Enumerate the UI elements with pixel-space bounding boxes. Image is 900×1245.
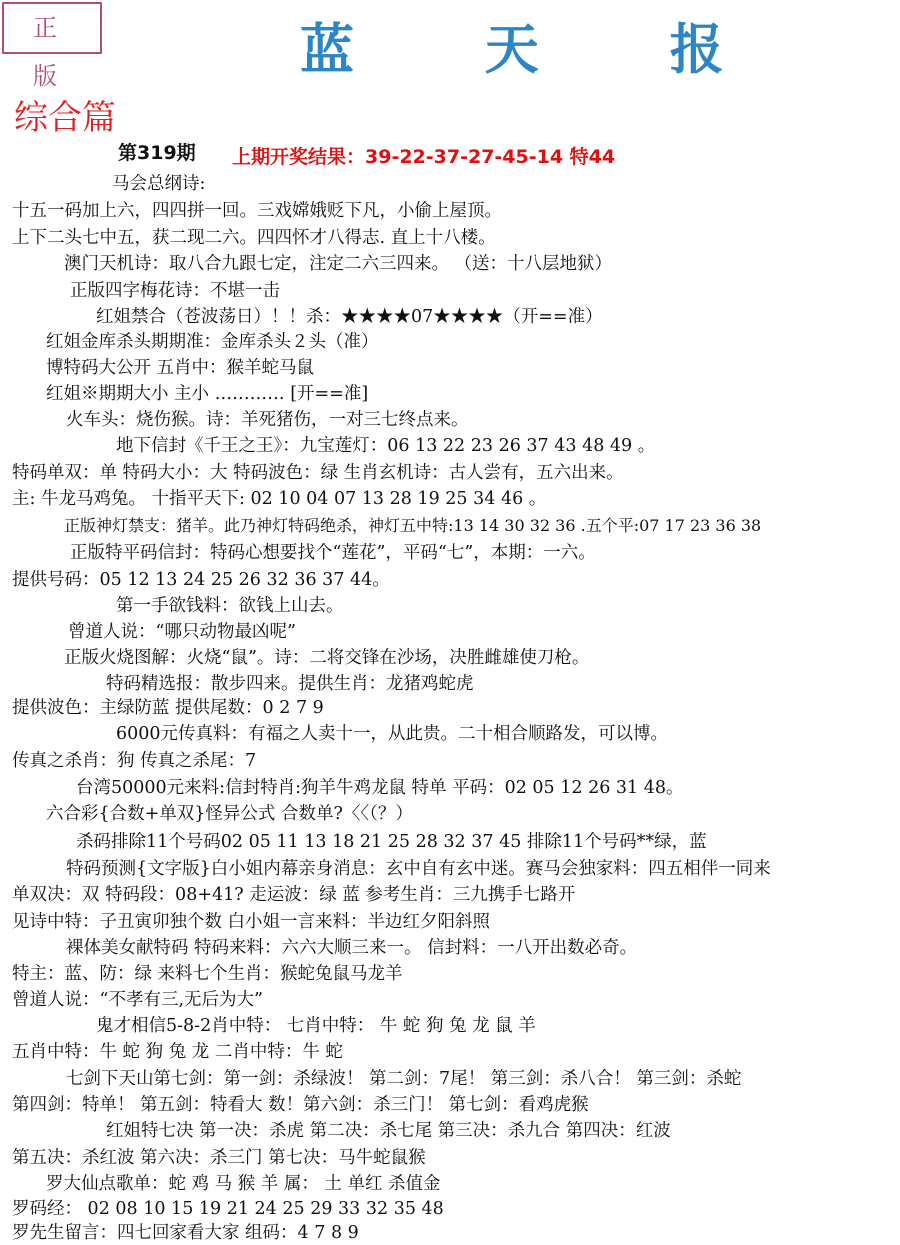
- text-line: 五肖中特：牛 蛇 狗 兔 龙 二肖中特：牛 蛇: [12, 1042, 343, 1062]
- text-line: 特码精选报：散步四来。提供生肖：龙猪鸡蛇虎: [106, 674, 474, 694]
- text-line: 红姐※期期大小 主小 ………… [开==准]: [46, 384, 369, 404]
- text-line: 第五决：杀红波 第六决：杀三门 第七决：马牛蛇鼠猴: [12, 1148, 426, 1168]
- text-line: 正版特平码信封：特码心想要找个“莲花”，平码“七”，本期：一六。: [70, 543, 596, 563]
- text-line: 七剑下天山第七剑：第一剑：杀绿波！ 第二剑：7尾！ 第三剑：杀八合！ 第三剑：杀蛇: [66, 1069, 742, 1089]
- text-line: 上下二头七中五，获二现二六。四四怀才八得志. 直上十八楼。: [12, 228, 496, 248]
- issue-number: 第319期: [118, 142, 196, 164]
- text-line: 十五一码加上六，四四拼一回。三戏嫦娥贬下凡，小偷上屋顶。: [12, 201, 502, 221]
- text-line: 地下信封《千王之王》：九宝莲灯：06 13 22 23 26 37 43 48 49 。: [116, 436, 656, 456]
- newspaper-title: 蓝 天 报: [300, 17, 780, 81]
- text-line: 罗大仙点歌单：蛇 鸡 马 猴 羊 属： 土 单红 杀值金: [46, 1174, 441, 1194]
- text-line: 特主：蓝、防：绿 来料七个生肖：猴蛇兔鼠马龙羊: [12, 964, 403, 984]
- section-title: 综合篇: [14, 98, 116, 138]
- text-line: 提供波色：主绿防蓝 提供尾数：0 2 7 9: [12, 698, 324, 718]
- text-line: 特码单双：单 特码大小：大 特码波色：绿 生肖玄机诗：古人尝有，五六出来。: [12, 463, 624, 483]
- text-line: 主: 牛龙马鸡兔。 十指平天下: 02 10 04 07 13 28 19 25 34 46 。: [12, 489, 547, 509]
- text-line: 火车头：烧伤猴。诗：羊死猪伤，一对三七终点来。: [66, 410, 469, 430]
- text-line: 曾道人说：“哪只动物最凶呢”: [68, 622, 296, 642]
- text-line: 见诗中特：子丑寅卯独个数 白小姐一言来料：半边红夕阳斜照: [12, 912, 491, 932]
- text-line: 第一手欲钱料：欲钱上山去。: [116, 596, 344, 616]
- text-line: 红姐特七决 第一决：杀虎 第二决：杀七尾 第三决：杀九合 第四决：红波: [106, 1121, 671, 1141]
- text-line: 正版神灯禁支：猪羊。此乃神灯特码绝杀，神灯五中特:13 14 30 32 36 .五个平:07 17 23 36 38: [64, 516, 762, 535]
- text-line: 裸体美女献特码 特码来料：六六大顺三来一。 信封料：一八开出数必奇。: [66, 938, 638, 958]
- text-line: 台湾50000元来料:信封特肖:狗羊牛鸡龙鼠 特单 平码：02 05 12 26 31 48。: [76, 778, 684, 798]
- text-line: 特码预测{文字版}白小姐内幕亲身消息：玄中自有玄中迷。赛马会独家料：四五相伴一同来: [66, 859, 771, 879]
- text-line: 单双决：双 特码段：08+41? 走运波：绿 蓝 参考生肖：三九携手七路开: [12, 885, 576, 905]
- text-line: 提供号码：05 12 13 24 25 26 32 36 37 44。: [12, 570, 390, 590]
- text-line: 红姐金库杀头期期准：金库杀头２头（准）: [46, 332, 379, 352]
- text-line: 6000元传真料：有福之人卖十一，从此贵。二十相合顺路发，可以博。: [116, 724, 669, 744]
- text-line: 罗码经： 02 08 10 15 19 21 24 25 29 33 32 35 48: [12, 1199, 444, 1219]
- text-line: 博特码大公开 五肖中：猴羊蛇马鼠: [46, 358, 315, 378]
- text-line: 第四剑：特单！ 第五剑：特看大 数！第六剑：杀三门！ 第七剑：看鸡虎猴: [12, 1095, 589, 1115]
- text-line: 传真之杀肖：狗 传真之杀尾：7: [12, 751, 257, 771]
- text-line: 杀码排除11个号码02 05 11 13 18 21 25 28 32 37 45 排除11个号码**绿，蓝: [76, 832, 707, 852]
- text-line: 罗先生留言：四七回家看大家 组码：4 7 8 9: [12, 1223, 359, 1243]
- text-line: 正版四字梅花诗：不堪一击: [70, 281, 280, 301]
- last-draw-result: 上期开奖结果：39-22-37-27-45-14 特44: [232, 146, 616, 168]
- text-line: 正版火烧图解：火烧“鼠”。诗：二将交锋在沙场，决胜雌雄使刀枪。: [64, 648, 590, 668]
- text-line: 鬼才相信5-8-2肖中特： 七肖中特： 牛 蛇 狗 兔 龙 鼠 羊: [96, 1016, 536, 1036]
- text-line: 红姐禁合（苍波荡日）！！杀：★★★★07★★★★（开==准）: [96, 307, 603, 327]
- text-line: 马会总纲诗:: [112, 174, 206, 194]
- text-line: 六合彩{合数+单双}怪异公式 合数单?〈〈（？）: [46, 804, 413, 824]
- authentic-badge: 正 版: [2, 2, 102, 54]
- text-line: 曾道人说：“不孝有三,无后为大”: [12, 990, 263, 1010]
- text-line: 澳门天机诗：取八合九跟七定，注定二六三四来。 （送：十八层地狱）: [64, 254, 613, 274]
